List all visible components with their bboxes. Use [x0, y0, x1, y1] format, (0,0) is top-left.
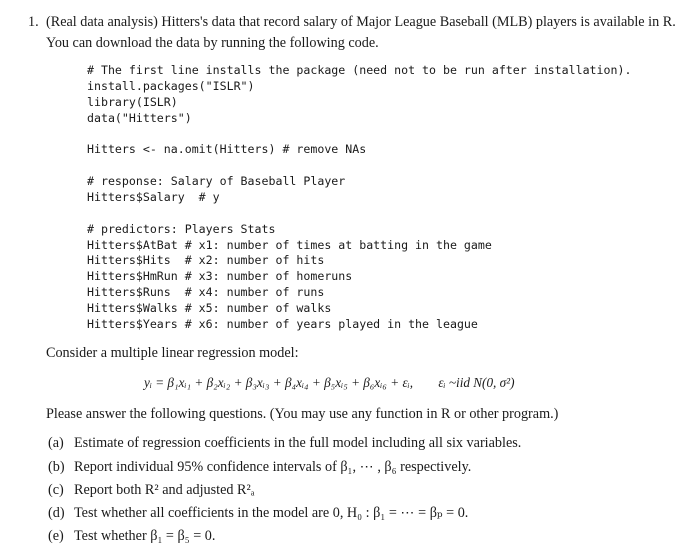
- question-text: Estimate of regression coefficients in the full model including all six variables.: [74, 435, 522, 451]
- question-label: (c): [48, 482, 64, 498]
- code-line: Hitters$Hits # x2: number of hits: [87, 253, 325, 267]
- code-line: Hitters$HmRun # x3: number of homeruns: [87, 269, 353, 283]
- code-line: # predictors: Players Stats: [87, 222, 276, 236]
- code-line: # The first line installs the package (need not to be run after installation).: [87, 63, 632, 77]
- code-line: Hitters$Salary # y: [87, 190, 220, 204]
- regression-equation: [144, 375, 515, 391]
- question-text: Report individual 95% confidence intervals of β₁, ⋯ , β₆ respectively.: [74, 459, 472, 475]
- code-line: library(ISLR): [87, 95, 178, 109]
- question-label: (b): [48, 459, 65, 475]
- question-text: Test whether β₁ = β₅ = 0.: [74, 528, 216, 544]
- error-distribution: εᵢ ~iid N(0, σ²): [438, 375, 515, 390]
- question-label: (e): [48, 528, 64, 544]
- code-line: Hitters$Years # x6: number of years played in the league: [87, 317, 478, 331]
- code-line: # response: Salary of Baseball Player: [87, 174, 346, 188]
- code-line: install.packages("ISLR"): [87, 79, 255, 93]
- code-line: data("Hitters"): [87, 111, 192, 125]
- question-item: [48, 459, 471, 476]
- question-label: (d): [48, 505, 65, 521]
- code-line: Hitters$Runs # x4: number of runs: [87, 285, 325, 299]
- problem-intro: [28, 12, 678, 54]
- problem-number: 1.: [28, 14, 39, 30]
- problem-intro-text: (Real data analysis) Hitters's data that record salary of Major League Baseball (MLB) players is available in R. You can download the data by running the following code.: [46, 14, 676, 51]
- question-item: [48, 528, 215, 545]
- code-line: Hitters <- na.omit(Hitters) # remove NAs: [87, 142, 367, 156]
- code-line: Hitters$Walks # x5: number of walks: [87, 301, 332, 315]
- question-label: (a): [48, 435, 64, 451]
- question-item: [48, 435, 521, 452]
- question-item: [48, 505, 468, 522]
- instructions: Please answer the following questions. (You may use any function in R or other program.): [46, 406, 559, 422]
- model-equation: yᵢ = β₁xᵢ₁ + β₂xᵢ₂ + β₃xᵢ₃ + β₄xᵢ₄ + β₅xᵢ₅ + β₆xᵢ₆ + εᵢ,: [144, 375, 414, 390]
- model-intro: Consider a multiple linear regression model:: [46, 345, 299, 361]
- question-item: [48, 482, 255, 499]
- question-text: Report both R² and adjusted R²ₐ: [74, 482, 255, 498]
- code-line: Hitters$AtBat # x1: number of times at batting in the game: [87, 238, 492, 252]
- question-text: Test whether all coefficients in the model are 0, H₀ : β₁ = ⋯ = βₚ = 0.: [74, 505, 469, 521]
